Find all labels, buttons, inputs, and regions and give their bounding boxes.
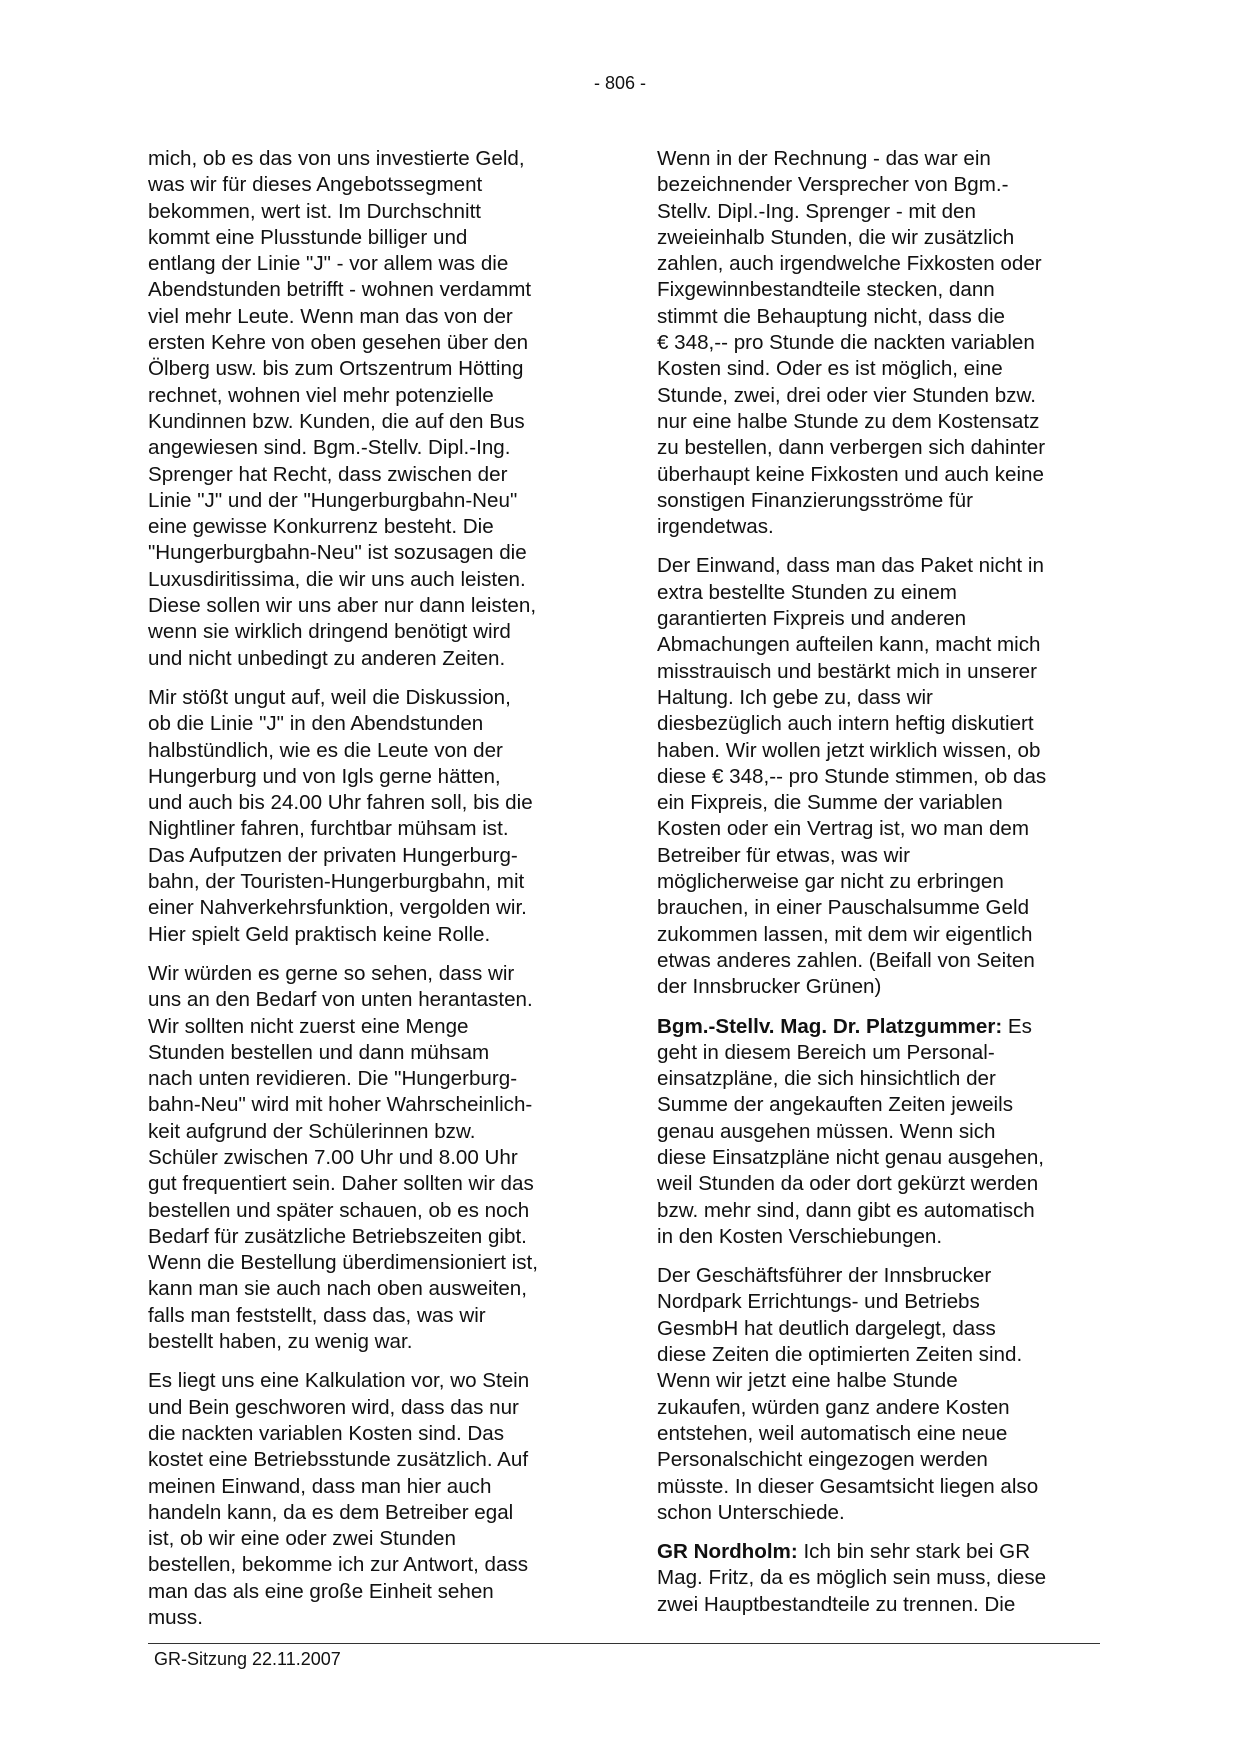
footer-divider [148,1643,1100,1644]
paragraph-text: Es geht in diesem Bereich um Personal- einsatzpläne, die sich hinsichtlich der Summe der angekauften Zeiten jeweils genau ausgehen müssen. Wenn sich diese Einsatzpläne nicht genau ausgehen, weil Stunden da oder dort gekürzt werden bzw. mehr sind, dann gibt es automatisch in den Kosten Verschiebungen. [657,1014,1044,1248]
right-column [657,146,1112,1631]
paragraph [657,146,1112,540]
paragraph-text: Der Einwand, dass man das Paket nicht in extra bestellte Stunden zu einem garantierten Fixpreis und anderen Abmachungen aufteilen kann, macht mich misstrauisch und bestärkt mich in unserer Haltung. Ich gebe zu, dass wir diesbezüglich auch intern heftig diskutiert haben. Wir wollen jetzt wirklich wissen, ob diese € 348,-- pro Stunde stimmen, ob das ein Fixpreis, die Summe der variablen Kosten oder ein Vertrag ist, wo man dem Betreiber für etwas, was wir möglicherweise gar nicht zu erbringen brauchen, in einer Pauschalsumme Geld zukommen lassen, mit dem wir eigentlich etwas anderes zahlen. (Beifall von Seiten der Innsbrucker Grünen) [657,554,1047,999]
paragraph [657,1263,1112,1526]
paragraph [657,1539,1112,1618]
speaker-name: GR Nordholm: [657,1540,798,1564]
page-number: - 806 - [593,73,647,93]
paragraph: Wir würden es gerne so sehen, dass wir uns an den Bedarf von unten herantasten. Wir sollten nicht zuerst eine Menge Stunden bestellen und dann mühsam nach unten revidieren. Die "Hungerburg- bahn-Neu" wird mit hoher Wahrscheinlich- keit aufgrund der Schülerinnen bzw. Schüler zwischen 7.00 Uhr und 8.00 Uhr gut frequentiert sein. Daher sollten wir das bestellen und später schauen, ob es noch Bedarf für zusätzliche Betriebszeiten gibt. Wenn die Bestellung überdimensioniert ist, kann man sie auch nach oben ausweiten, falls man feststellt, dass das, was wir bestellt haben, zu wenig war. [148,961,538,1354]
paragraph: mich, ob es das von uns investierte Geld, was wir für dieses Angebotssegment bekommen, wert ist. Im Durchschnitt kommt eine Plusstunde billiger und entlang der Linie "J" - vor allem was die Abendstunden betrifft - wohnen verdammt viel mehr Leute. Wenn man das von der ersten Kehre von oben gesehen über den Ölberg usw. bis zum Ortszentrum Hötting rechnet, wohnen viel mehr potenzielle Kundinnen bzw. Kunden, die auf den Bus angewiesen sind. Bgm.-Stellv. Dipl.-Ing. Sprenger hat Recht, dass zwischen der Linie "J" und der "Hungerburgbahn-Neu" eine gewisse Konkurrenz besteht. Die "Hungerburgbahn-Neu" ist sozusagen die Luxusdiritissima, die wir uns auch leisten. Diese sollen wir uns aber nur dann leisten, wenn sie wirklich dringend benötigt wird und nicht unbedingt zu anderen Zeiten. [148,147,537,670]
paragraph-text: Der Geschäftsführer der Innsbrucker Nordpark Errichtungs- und Betriebs GesmbH hat deutlich dargelegt, dass diese Zeiten die optimierten Zeiten sind. Wenn wir jetzt eine halbe Stunde zukaufen, würden ganz andere Kosten entstehen, weil automatisch eine neue Personalschicht eingezogen werden müsste. In dieser Gesamtsicht liegen also schon Unterschiede. [657,1264,1039,1524]
speaker-name: Bgm.-Stellv. Mag. Dr. Platzgummer: [657,1014,1003,1038]
paragraph-text: Ich bin sehr stark bei GR Mag. Fritz, da es möglich sein muss, diese zwei Hauptbestandteile zu trennen. Die [657,1540,1047,1616]
left-column [148,146,603,1644]
footer-session-label: GR-Sitzung 22.11.2007 [154,1649,341,1669]
paragraph [657,553,1112,1000]
paragraph: Mir stößt ungut auf, weil die Diskussion, ob die Linie "J" in den Abendstunden halbstündlich, wie es die Leute von der Hungerburg und von Igls gerne hätten, und auch bis 24.00 Uhr fahren soll, bis die Nightliner fahren, furchtbar mühsam ist. Das Aufputzen der privaten Hungerburg- bahn, der Touristen-Hungerburgbahn, mit einer Nahverkehrsfunktion, vergolden wir. Hier spielt Geld praktisch keine Rolle. [148,685,533,946]
paragraph-text: Wenn in der Rechnung - das war ein bezeichnender Versprecher von Bgm.- Stellv. Dipl.-Ing. Sprenger - mit den zweieinhalb Stunden, die wir zusätzlich zahlen, auch irgendwelche Fixkosten oder Fixgewinnbestandteile stecken, dann stimmt die Behauptung nicht, dass die € 348,-- pro Stunde die nackten variablen Kosten sind. Oder es ist möglich, eine Stunde, zwei, drei oder vier Stunden bzw. nur eine halbe Stunde zu dem Kostensatz zu bestellen, dann verbergen sich dahinter überhaupt keine Fixkosten und auch keine sonstigen Finanzierungsströme für irgendetwas. [657,147,1046,539]
paragraph [657,1014,1112,1251]
paragraph: Es liegt uns eine Kalkulation vor, wo Stein und Bein geschworen wird, dass das nur die nackten variablen Kosten sind. Das kostet eine Betriebsstunde zusätzlich. Auf meinen Einwand, dass man hier auch handeln kann, da es dem Betreiber egal ist, ob wir eine oder zwei Stunden bestellen, bekomme ich zur Antwort, dass man das als eine große Einheit sehen muss. [148,1369,530,1630]
